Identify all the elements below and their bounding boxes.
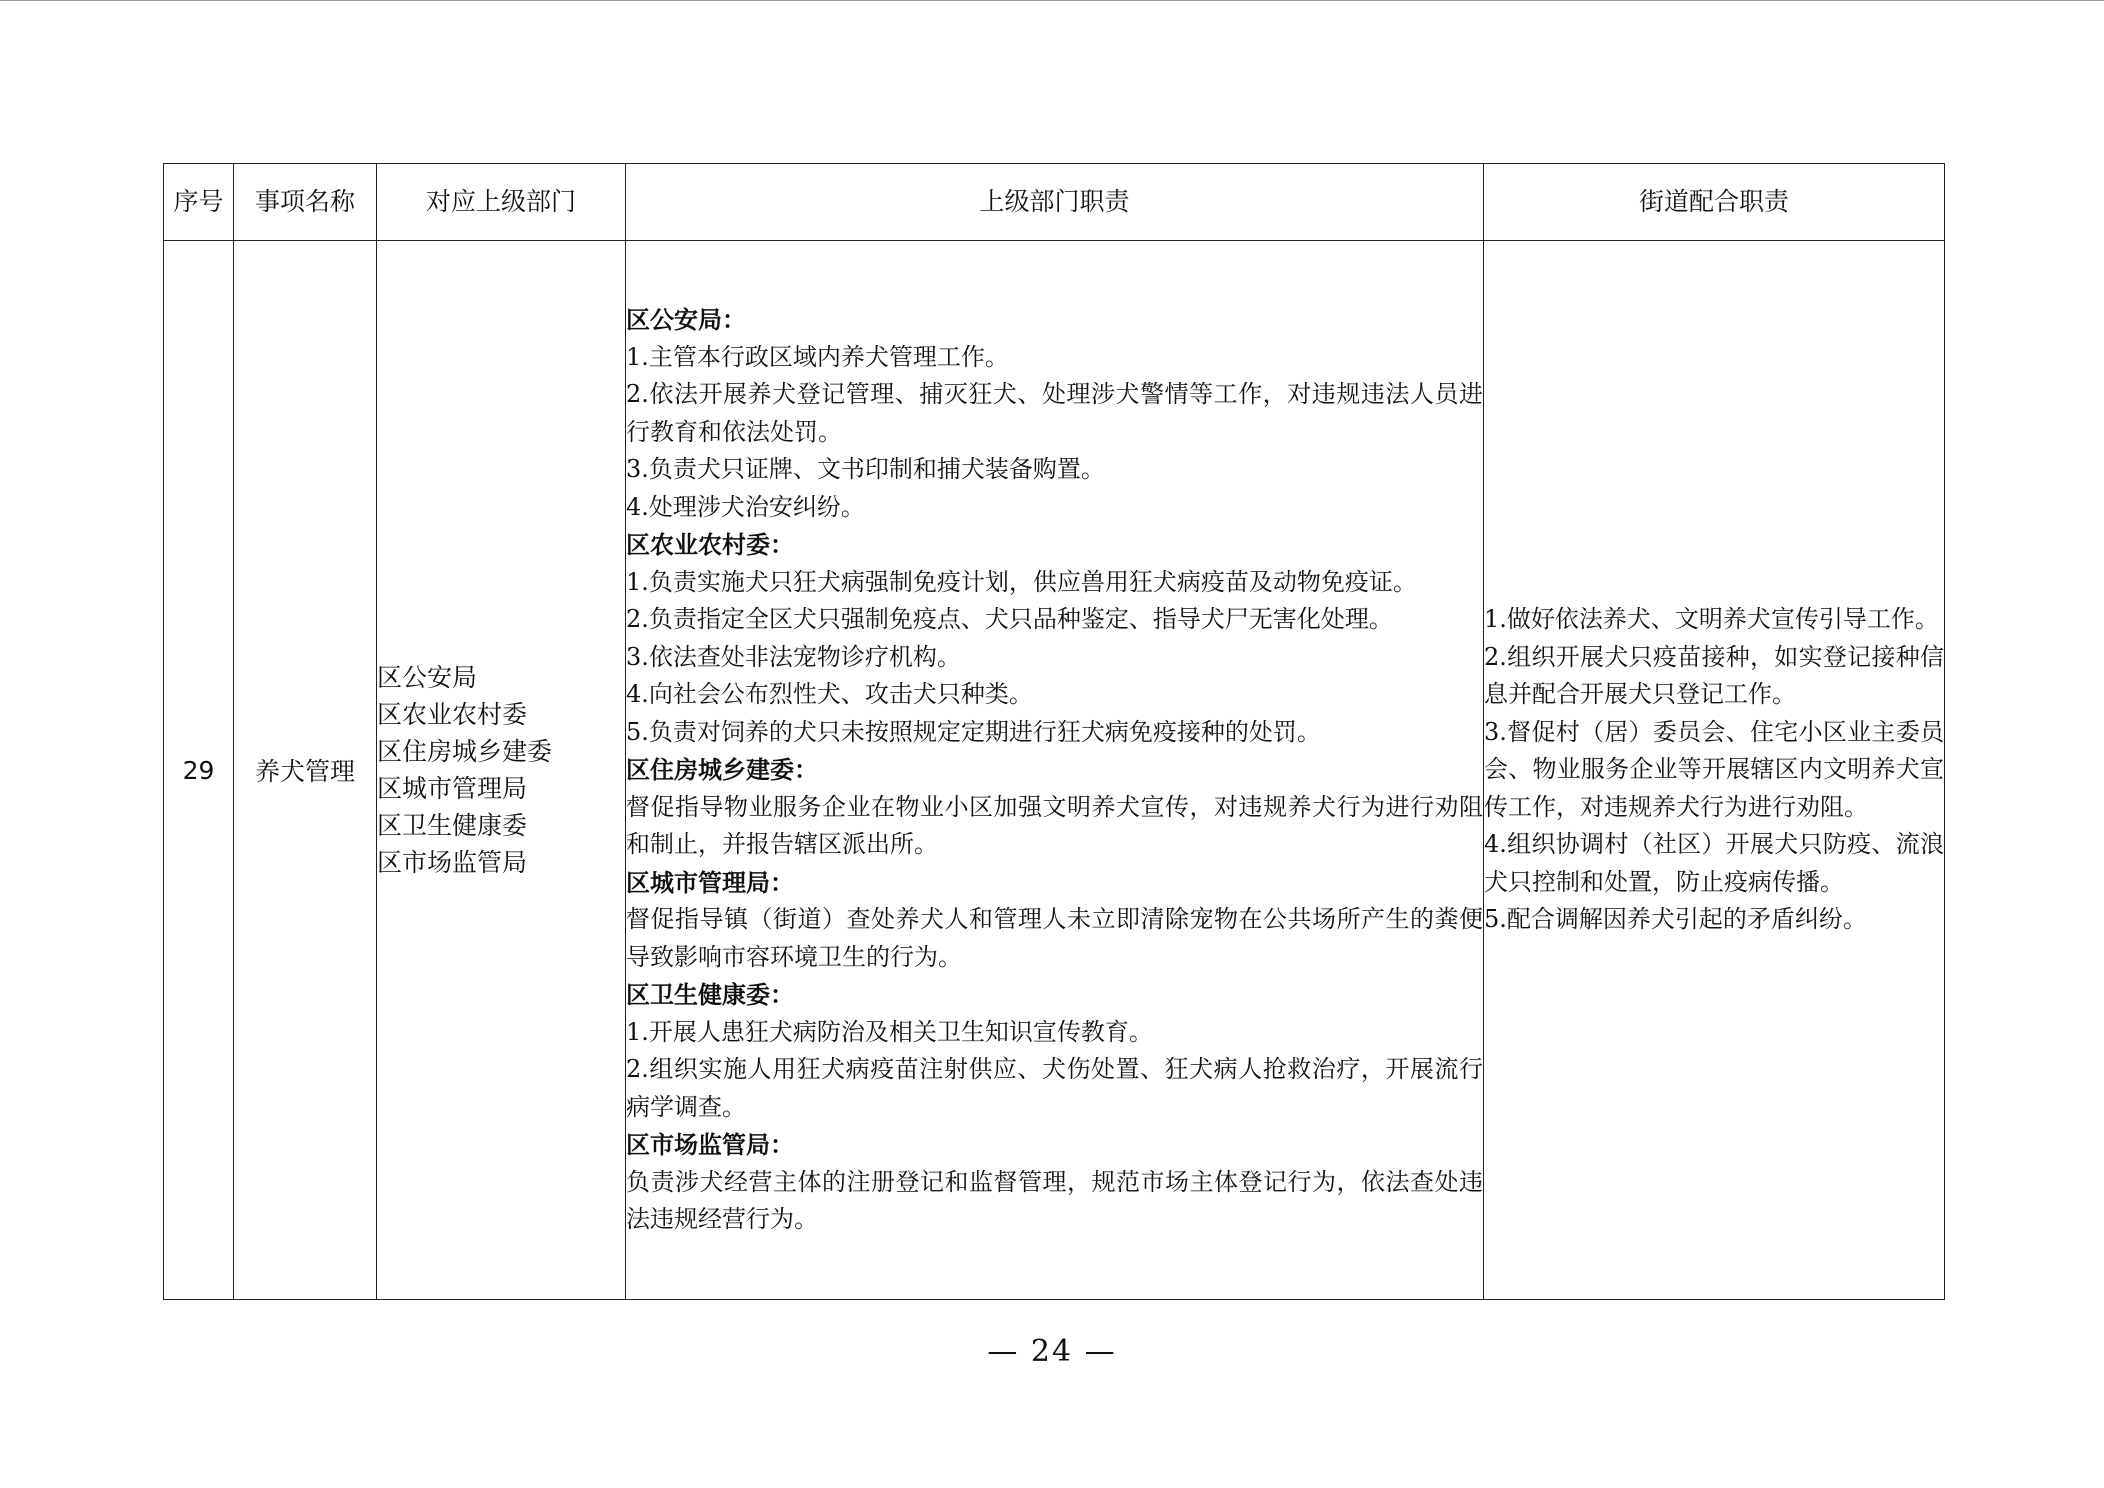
org-heading-market-regulation: 区市场监管局： — [626, 1130, 794, 1160]
serial-number: 29 — [164, 241, 234, 1300]
duty-item: 3.负责犬只证牌、文书印制和捕犬装备购置。 — [626, 455, 1105, 484]
duty-item: 2.负责指定全区犬只强制免疫点、犬只品种鉴定、指导犬尸无害化处理。 — [626, 605, 1393, 634]
org-heading-housing: 区住房城乡建委： — [626, 755, 818, 785]
header-superior-duties: 上级部门职责 — [626, 164, 1484, 241]
duty-item: 1.开展人患狂犬病防治及相关卫生知识宣传教育。 — [626, 1017, 1153, 1046]
duty-item: 2.组织实施人用狂犬病疫苗注射供应、犬伤处置、狂犬病人抢救治疗，开展流行病学调查。 — [626, 1055, 1483, 1121]
duty-item: 1.主管本行政区域内养犬管理工作。 — [626, 342, 1009, 371]
page-number: — 24 — — [987, 1334, 1117, 1369]
street-duty-item: 3.督促村（居）委员会、住宅小区业主委员会、物业服务企业等开展辖区内文明养犬宣传工作，对违规养犬行为进行劝阻。 — [1484, 717, 1944, 821]
department-list — [377, 241, 626, 1300]
department-item: 区住房城乡建委 — [377, 737, 553, 766]
street-duty-item: 5.配合调解因养犬引起的矛盾纠纷。 — [1484, 905, 1867, 934]
duty-item: 1.负责实施犬只狂犬病强制免疫计划，供应兽用狂犬病疫苗及动物免疫证。 — [626, 567, 1417, 596]
duty-item: 督促指导镇（街道）查处养犬人和管理人未立即清除宠物在公共场所产生的粪便导致影响市容环境卫生的行为。 — [626, 905, 1483, 971]
duty-item: 负责涉犬经营主体的注册登记和监督管理，规范市场主体登记行为，依法查处违法违规经营行为。 — [626, 1167, 1483, 1234]
org-heading-city-management: 区城市管理局： — [626, 867, 794, 897]
duty-item: 2.依法开展养犬登记管理、捕灭狂犬、处理涉犬警情等工作，对违规违法人员进行教育和依法处罚。 — [626, 380, 1483, 446]
department-item: 区市场监管局 — [377, 848, 528, 877]
duty-item: 5.负责对饲养的犬只未按照规定定期进行狂犬病免疫接种的处罚。 — [626, 717, 1321, 746]
org-heading-public-security: 区公安局： — [626, 305, 746, 335]
superior-duties — [626, 241, 1484, 1300]
street-duty-item: 4.组织协调村（社区）开展犬只防疫、流浪犬只控制和处置，防止疫病传播。 — [1484, 830, 1944, 896]
department-item: 区卫生健康委 — [377, 811, 528, 840]
header-item-name: 事项名称 — [234, 164, 377, 241]
street-duties — [1484, 241, 1945, 1300]
header-street-duties: 街道配合职责 — [1484, 164, 1945, 241]
header-serial: 序号 — [164, 164, 234, 241]
department-item: 区城市管理局 — [377, 774, 528, 803]
department-item: 区公安局 — [377, 663, 478, 692]
org-heading-agriculture: 区农业农村委： — [626, 530, 794, 560]
duty-item: 4.向社会公布烈性犬、攻击犬只种类。 — [626, 680, 1033, 709]
duty-item: 4.处理涉犬治安纠纷。 — [626, 492, 865, 521]
org-heading-health: 区卫生健康委： — [626, 980, 794, 1010]
table-row — [164, 241, 1945, 1300]
street-duty-item: 2.组织开展犬只疫苗接种，如实登记接种信息并配合开展犬只登记工作。 — [1484, 642, 1944, 709]
duty-item: 3.依法查处非法宠物诊疗机构。 — [626, 642, 961, 671]
duty-table — [163, 163, 1945, 1300]
duty-item: 督促指导物业服务企业在物业小区加强文明养犬宣传，对违规养犬行为进行劝阻和制止，并报告辖区派出所。 — [626, 792, 1483, 859]
street-duty-item: 1.做好依法养犬、文明养犬宣传引导工作。 — [1484, 605, 1939, 634]
table-header-row — [164, 164, 1945, 241]
header-superior-department: 对应上级部门 — [377, 164, 626, 241]
page-top-border — [0, 0, 2104, 1]
department-item: 区农业农村委 — [377, 700, 528, 729]
item-name: 养犬管理 — [234, 241, 377, 1300]
